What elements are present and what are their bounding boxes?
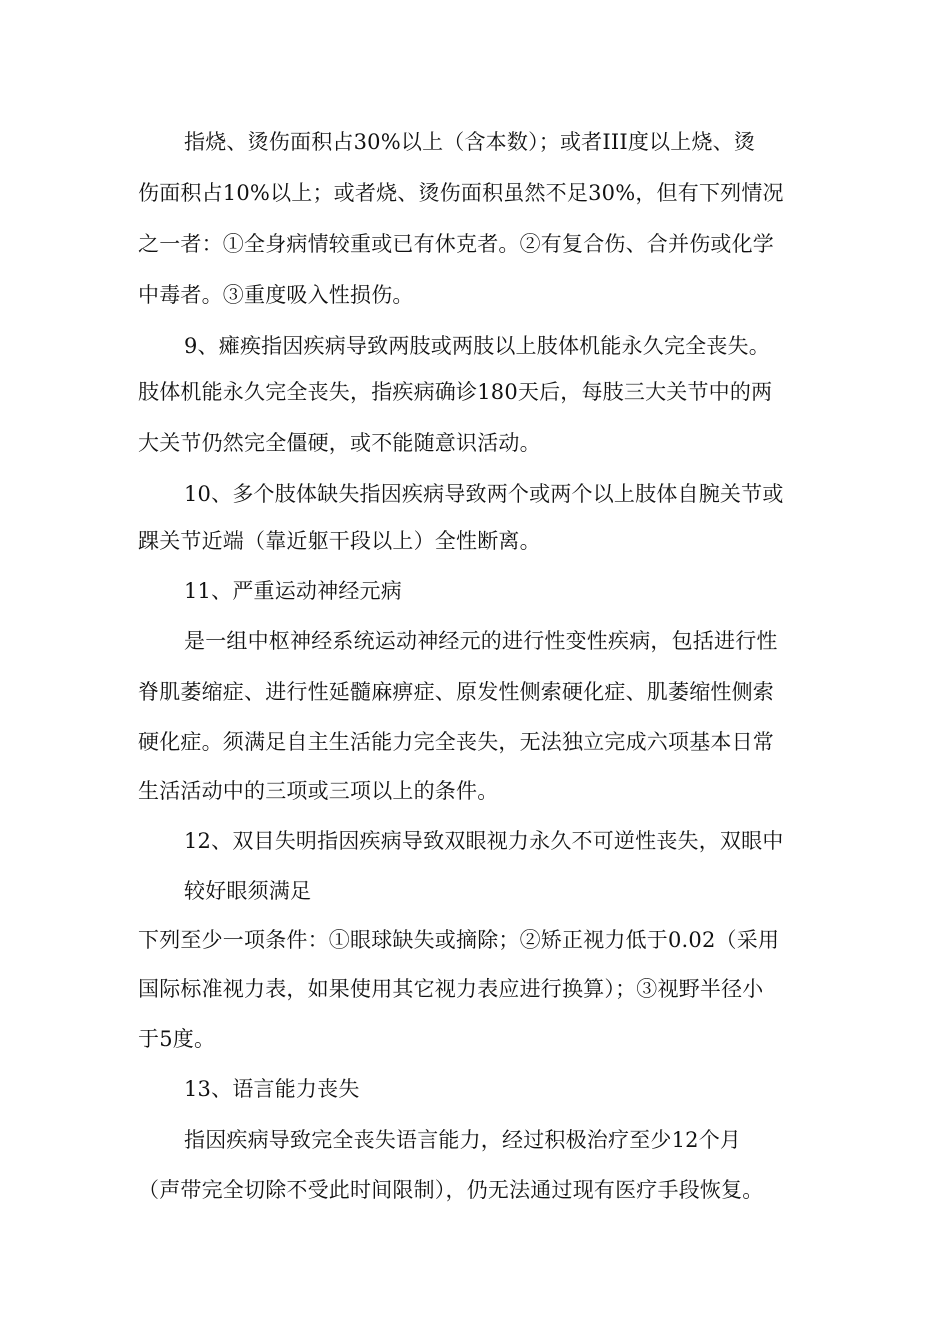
text-line: 下列至少一项条件：①眼球缺失或摘除；②矫正视力低于0.02（采用 xyxy=(138,928,780,952)
text-line: 中毒者。③重度吸入性损伤。 xyxy=(138,283,414,307)
text-line: 9、瘫痪指因疾病导致两肢或两肢以上肢体机能永久完全丧失。 xyxy=(184,334,770,358)
text-line: 肢体机能永久完全丧失，指疾病确诊180天后，每肢三大关节中的两 xyxy=(138,380,773,404)
text-line: 是一组中枢神经系统运动神经元的进行性变性疾病，包括进行性 xyxy=(184,629,778,653)
text-line: 指因疾病导致完全丧失语言能力，经过积极治疗至少12个月 xyxy=(184,1128,742,1152)
text-line: 国际标准视力表，如果使用其它视力表应进行换算）；③视野半径小 xyxy=(138,977,764,1001)
text-line: 指烧、烫伤面积占30%以上（含本数）；或者III度以上烧、烫 xyxy=(184,130,756,154)
section-heading: 13、语言能力丧失 xyxy=(184,1077,360,1101)
text-line: （声带完全切除不受此时间限制），仍无法通过现有医疗手段恢复。 xyxy=(138,1178,764,1202)
text-line: 12、双目失明指因疾病导致双眼视力永久不可逆性丧失，双眼中 xyxy=(184,829,784,853)
text-line: 脊肌萎缩症、进行性延髓麻痹症、原发性侧索硬化症、肌萎缩性侧索 xyxy=(138,680,774,704)
text-line: 10、多个肢体缺失指因疾病导致两个或两个以上肢体自腕关节或 xyxy=(184,482,784,506)
text-line: 生活活动中的三项或三项以上的条件。 xyxy=(138,779,499,803)
text-line: 大关节仍然完全僵硬，或不能随意识活动。 xyxy=(138,431,541,455)
section-heading: 11、严重运动神经元病 xyxy=(184,579,402,603)
text-line: 踝关节近端（靠近躯干段以上）全性断离。 xyxy=(138,529,541,553)
text-line: 之一者：①全身病情较重或已有休克者。②有复合伤、合并伤或化学 xyxy=(138,232,774,256)
text-line: 于5度。 xyxy=(138,1027,216,1051)
text-line: 伤面积占10%以上；或者烧、烫伤面积虽然不足30%，但有下列情况 xyxy=(138,181,784,205)
text-line: 较好眼须满足 xyxy=(184,879,312,903)
text-line: 硬化症。须满足自主生活能力完全丧失，无法独立完成六项基本日常 xyxy=(138,730,774,754)
